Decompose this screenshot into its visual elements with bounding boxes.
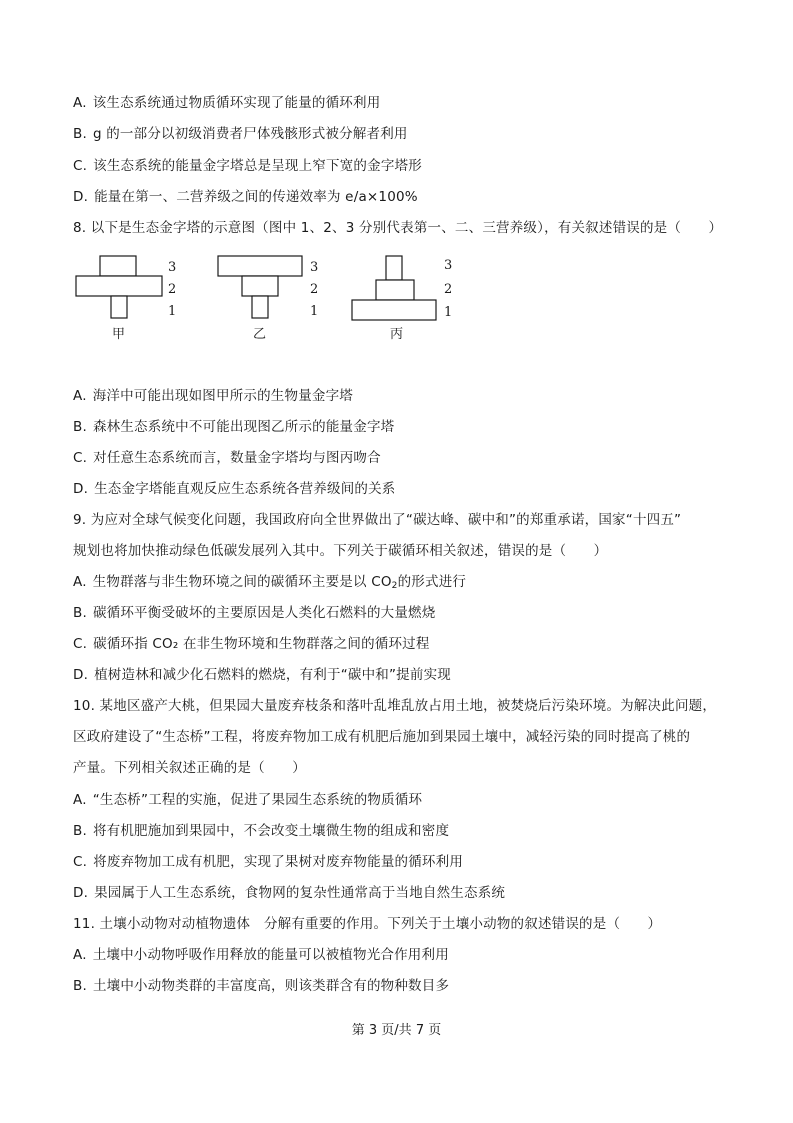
- yi-level-1: [252, 296, 268, 318]
- q10-option-d: [73, 884, 505, 902]
- jia-level-1: [111, 296, 127, 318]
- q10-stem-line-2: 区政府建设了“生态桥”工程，将废弃物加工成有机肥后施加到果园土壤中，减轻污染的同时提高了桃的: [73, 729, 691, 745]
- q9-option-b: [73, 604, 435, 622]
- option-label: B.: [73, 126, 87, 142]
- option-label: D.: [73, 481, 89, 497]
- option-text: 碳循环指 CO₂ 在非生物环境和生物群落之间的循环过程: [93, 636, 430, 652]
- option-label: A.: [73, 95, 87, 111]
- option-label: A.: [73, 388, 87, 404]
- q9-stem-line-2: 规划也将加快推动绿色低碳发展列入其中。下列关于碳循环相关叙述，错误的是（ ）: [73, 543, 608, 559]
- option-label: C.: [73, 158, 88, 174]
- option-text: 将废弃物加工成有机肥，实现了果树对废弃物能量的循环利用: [93, 854, 464, 870]
- option-text: 果园属于人工生态系统，食物网的复杂性通常高于当地自然生态系统: [94, 885, 506, 901]
- q7-option-c: [73, 157, 422, 175]
- option-label: D.: [73, 189, 89, 205]
- q8-option-b: [73, 418, 394, 436]
- q7-option-d: [73, 188, 418, 206]
- option-text-post: 的形式进行: [397, 574, 467, 590]
- option-label: A.: [73, 574, 87, 590]
- pyramid-jia: [76, 256, 176, 342]
- q8-option-d: [73, 480, 396, 498]
- q10-option-c: [73, 853, 463, 871]
- q8-option-c: [73, 449, 381, 467]
- q10-option-a: [73, 791, 422, 809]
- q9-option-d: [73, 666, 451, 684]
- q10-stem-line-3: 产量。下列相关叙述正确的是（ ）: [73, 760, 306, 776]
- option-text: 该生态系统的能量金字塔总是呈现上窄下宽的金字塔形: [93, 158, 422, 174]
- option-text: 土壤中小动物类群的丰富度高，则该类群含有的物种数目多: [92, 978, 450, 994]
- jia-label-3: 3: [168, 260, 177, 275]
- option-label: A.: [73, 947, 87, 963]
- q10-stem-line-1: 10. 某地区盛产大桃，但果园大量废弃枝条和落叶乱堆乱放占用土地，被焚烧后污染环境。为解决此问题，: [73, 698, 717, 714]
- option-label: B.: [73, 823, 87, 839]
- q8-stem: 8. 以下是生态金字塔的示意图（图中 1、2、3 分别代表第一、二、三营养级），有关叙述错误的是（ ）: [73, 220, 723, 236]
- option-text: 森林生态系统中不可能出现图乙所示的能量金字塔: [92, 419, 395, 435]
- bing-level-2: [376, 280, 414, 300]
- bing-level-1: [352, 300, 436, 320]
- option-label: B.: [73, 419, 87, 435]
- yi-label-3: 3: [310, 260, 319, 275]
- option-label: C.: [73, 636, 88, 652]
- yi-level-3: [218, 256, 302, 276]
- option-label: D.: [73, 667, 89, 683]
- jia-label-1: 1: [168, 304, 177, 319]
- bing-label-3: 3: [444, 258, 453, 273]
- option-text: 碳循环平衡受破坏的主要原因是人类化石燃料的大量燃烧: [92, 605, 436, 621]
- option-label: B.: [73, 605, 87, 621]
- yi-label-2: 2: [310, 282, 319, 297]
- q9-option-c: [73, 635, 430, 653]
- pyramid-yi: [218, 256, 318, 342]
- q9-option-a: [73, 573, 466, 595]
- q11-option-a: [73, 946, 449, 964]
- option-label: B.: [73, 978, 87, 994]
- pyramid-figure: [60, 250, 480, 350]
- q10-option-b: [73, 822, 449, 840]
- yi-level-2: [242, 276, 278, 296]
- option-text: 对任意生态系统而言，数量金字塔均与图丙吻合: [93, 450, 381, 466]
- option-text: 土壤中小动物呼吸作用释放的能量可以被植物光合作用利用: [92, 947, 449, 963]
- option-label: C.: [73, 854, 88, 870]
- yi-label-1: 1: [310, 304, 319, 319]
- pyramid-diagram: [60, 250, 480, 350]
- option-label: A.: [73, 792, 87, 808]
- option-text: “生态桥”工程的实施，促进了果园生态系统的物质循环: [92, 792, 423, 808]
- option-label: D.: [73, 885, 89, 901]
- option-text: 将有机肥施加到果园中，不会改变土壤微生物的组成和密度: [92, 823, 450, 839]
- bing-level-3: [386, 256, 402, 280]
- bing-label-1: 1: [444, 305, 453, 320]
- option-text: 该生态系统通过物质循环实现了能量的循环利用: [92, 95, 381, 111]
- bing-name: 丙: [390, 327, 404, 342]
- option-text: 海洋中可能出现如图甲所示的生物量金字塔: [92, 388, 354, 404]
- q7-option-a: [73, 94, 380, 112]
- page-footer: 第 3 页/共 7 页: [351, 1023, 442, 1038]
- q9-stem-line-1: 9. 为应对全球气候变化问题，我国政府向全世界做出了“碳达峰、碳中和”的郑重承诺，国家“十四五”: [73, 512, 682, 528]
- option-subscript: 2: [391, 581, 398, 591]
- option-text: 生态金字塔能直观反应生态系统各营养级间的关系: [94, 481, 396, 497]
- q8-option-a: [73, 387, 353, 405]
- jia-level-3: [100, 256, 136, 276]
- jia-level-2: [76, 276, 162, 296]
- option-label: C.: [73, 450, 88, 466]
- bing-label-2: 2: [444, 282, 453, 297]
- option-text-pre: 生物群落与非生物环境之间的碳循环主要是以 CO: [92, 574, 392, 590]
- option-text: g 的一部分以初级消费者尸体残骸形式被分解者利用: [92, 126, 408, 142]
- q11-option-b: [73, 977, 449, 995]
- pyramid-bing: [352, 256, 452, 342]
- yi-name: 乙: [253, 327, 267, 342]
- q7-option-b: [73, 125, 408, 143]
- option-text: 植树造林和减少化石燃料的燃烧，有利于“碳中和”提前实现: [94, 667, 451, 683]
- q11-stem: 11. 土壤小动物对动植物遗体 分解有重要的作用。下列关于土壤小动物的叙述错误的是（ ）: [73, 916, 662, 932]
- option-text: 能量在第一、二营养级之间的传递效率为 e/a×100%: [94, 189, 418, 205]
- jia-label-2: 2: [168, 282, 177, 297]
- jia-name: 甲: [112, 327, 126, 342]
